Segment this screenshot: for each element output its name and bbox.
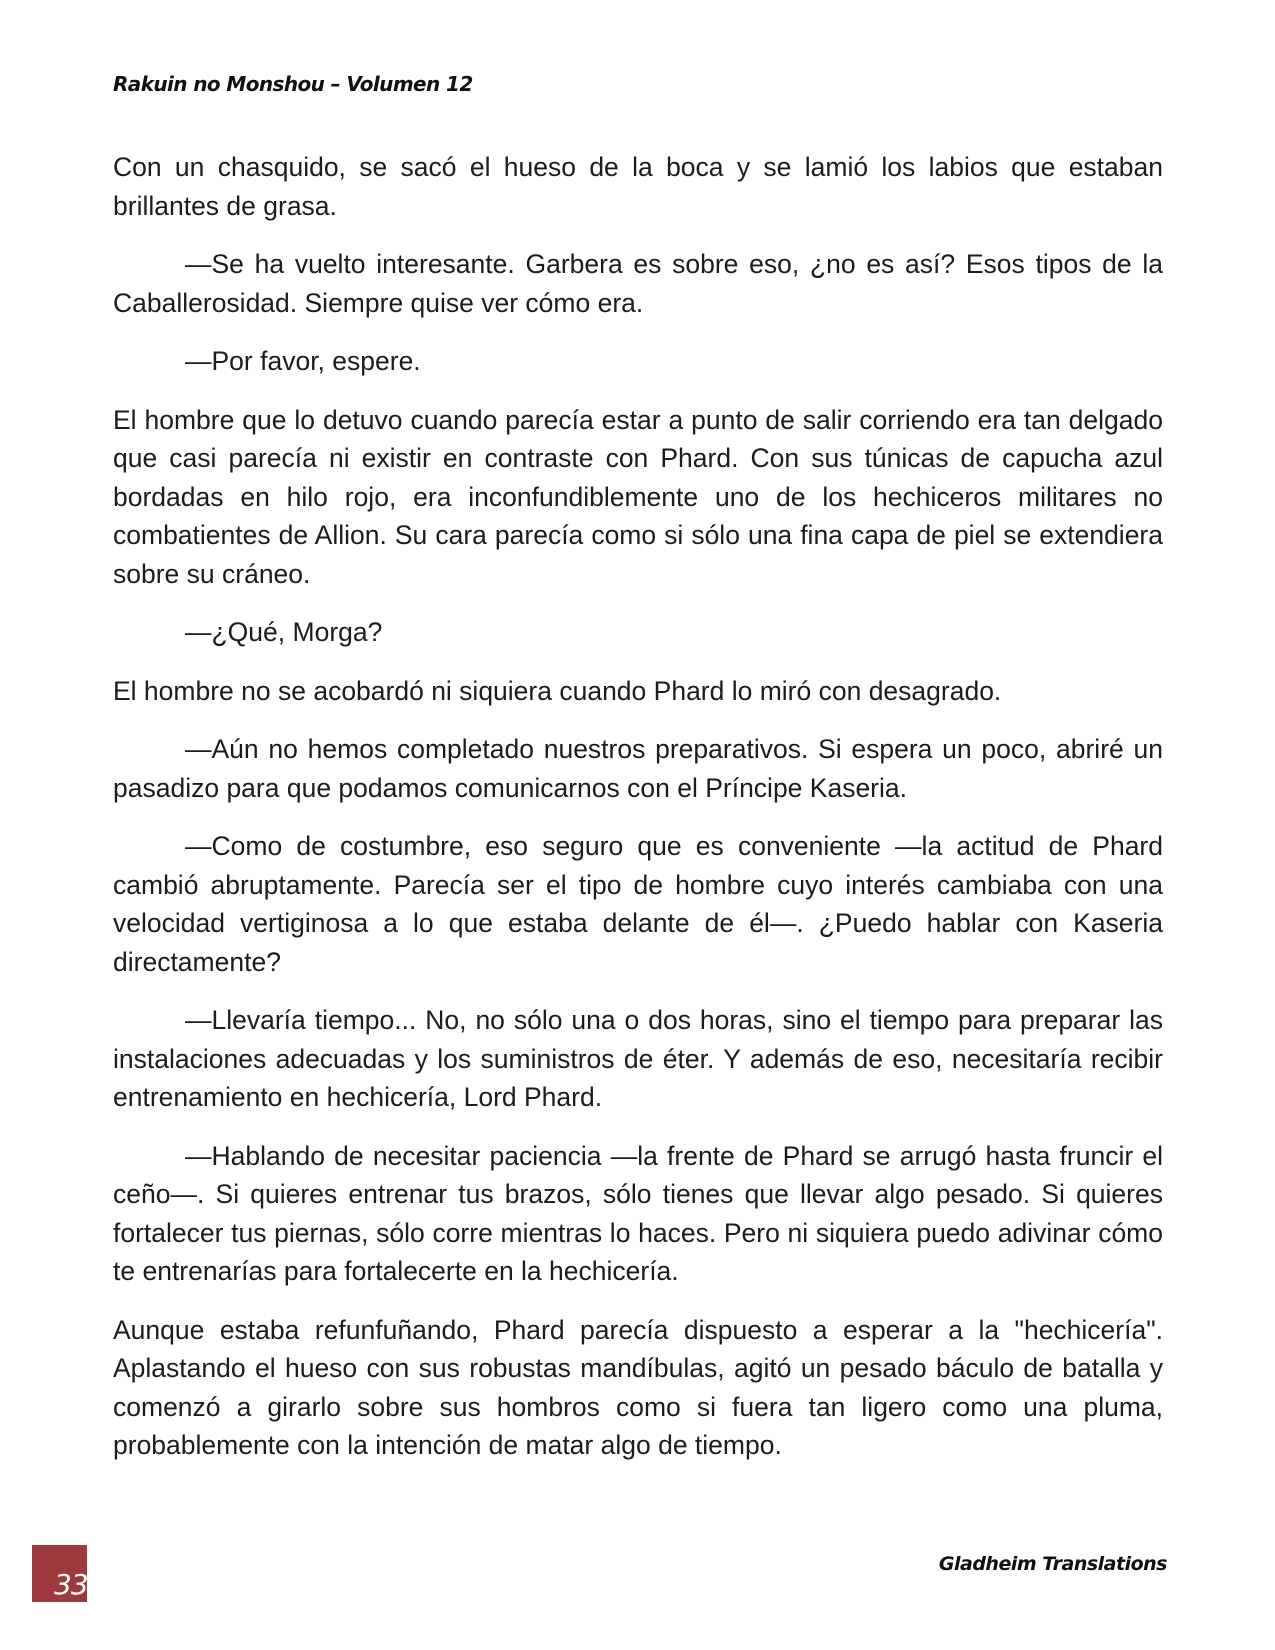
page-number: 33 (54, 1568, 88, 1601)
paragraph: El hombre no se acobardó ni siquiera cuando Phard lo miró con desagrado. (113, 675, 1002, 706)
paragraph: —Hablando de necesitar paciencia —la frente de Phard se arrugó hasta fruncir el ceño—. Si quieres entrenar tus brazos, sólo tienes que llevar algo pesado. Si quieres fortalecer tus piernas, sólo corre mientras lo haces. Pero ni siquiera puedo adivinar cómo te entrenarías para fortalecerte en la hechicería. (113, 1140, 1163, 1286)
paragraph: Con un chasquido, se sacó el hueso de la boca y se lamió los labios que estaban brillantes de grasa. (113, 152, 1163, 221)
paragraph: —Se ha vuelto interesante. Garbera es sobre eso, ¿no es así? Esos tipos de la Caballerosidad. Siempre quise ver cómo era. (113, 249, 1163, 318)
page-number-underline (32, 1602, 87, 1605)
running-header-title: Rakuin no Monshou – Volumen 12 (113, 72, 473, 96)
body-text (113, 148, 1163, 1485)
paragraph: —Por favor, espere. (185, 346, 421, 376)
paragraph: —Aún no hemos completado nuestros preparativos. Si espera un poco, abriré un pasadizo para que podamos comunicarnos con el Príncipe Kaseria. (113, 734, 1163, 803)
paragraph: El hombre que lo detuvo cuando parecía estar a punto de salir corriendo era tan delgado que casi parecía ni existir en contraste con Phard. Con sus túnicas de capucha azul bordadas en hilo rojo, era inconfundiblemente uno de los hechiceros militares no combatientes de Allion. Su cara parecía como si sólo una fina capa de piel se extendiera sobre su cráneo. (113, 404, 1163, 589)
paragraph: —¿Qué, Morga? (185, 617, 383, 647)
footer-credit: Gladheim Translations (938, 1553, 1167, 1575)
paragraph: —Como de costumbre, eso seguro que es conveniente —la actitud de Phard cambió abruptamente. Parecía ser el tipo de hombre cuyo interés cambiaba con una velocidad vertiginosa a lo que estaba delante de él—. ¿Puedo hablar con Kaseria directamente? (113, 831, 1163, 977)
paragraph: Aunque estaba refunfuñando, Phard parecía dispuesto a esperar a la "hechicería". Aplastando el hueso con sus robustas mandíbulas, agitó un pesado báculo de batalla y comenzó a girarlo sobre sus hombros como si fuera tan ligero como una pluma, probablemente con la intención de matar algo de tiempo. (113, 1314, 1163, 1460)
paragraph: —Llevaría tiempo... No, no sólo una o dos horas, sino el tiempo para preparar las instalaciones adecuadas y los suministros de éter. Y además de eso, necesitaría recibir entrenamiento en hechicería, Lord Phard. (113, 1005, 1163, 1112)
